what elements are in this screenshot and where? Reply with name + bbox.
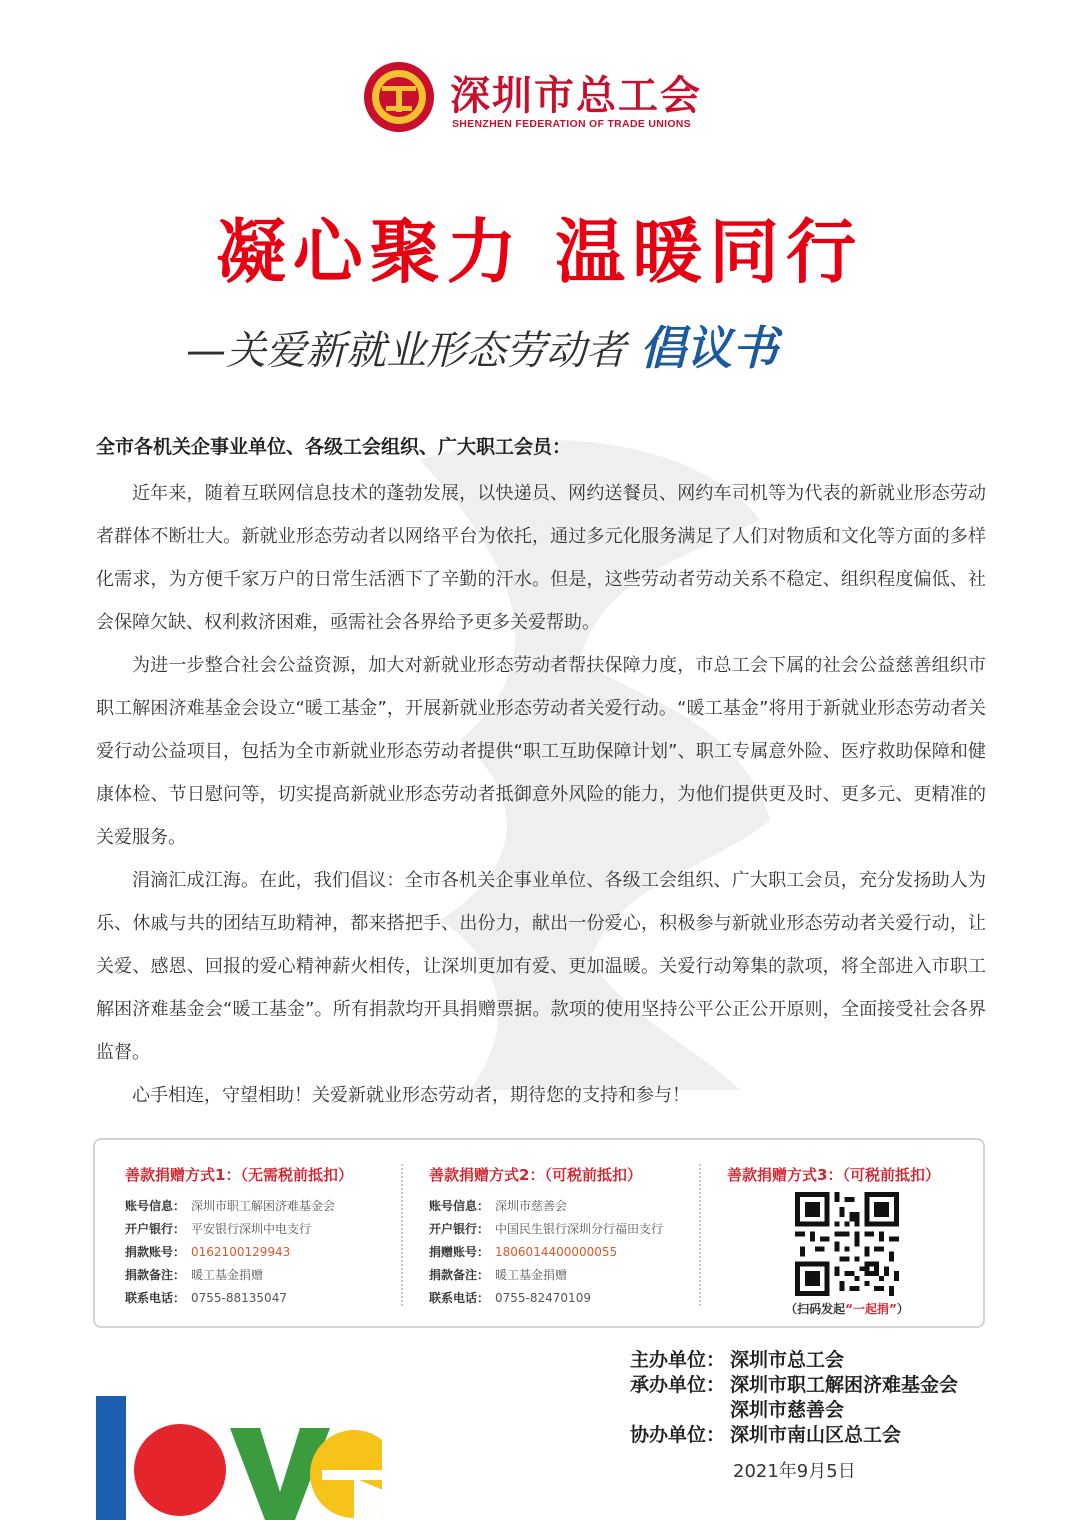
method-1-title: 善款捐赠方式1：（无需税前抵扣） xyxy=(125,1166,353,1184)
letter-body xyxy=(96,472,986,1117)
qr-code-icon[interactable] xyxy=(795,1192,899,1296)
qr-caption-highlight: “一起捐” xyxy=(845,1302,897,1316)
method-3-title: 善款捐赠方式3：（可税前抵扣） xyxy=(727,1166,940,1184)
method-2-title: 善款捐赠方式2：（可税前抵扣） xyxy=(429,1166,642,1184)
org-name-cn: 深圳市总工会 xyxy=(450,72,702,119)
donation-method-1 xyxy=(125,1164,353,1310)
row-label: 捐赠账号： xyxy=(429,1245,490,1259)
paragraph-2: 为进一步整合社会公益资源，加大对新就业形态劳动者帮扶保障力度，市总工会下属的社会公益慈善组织市职工解困济难基金会设立“暖工基金”，开展新就业形态劳动者关爱行动。“暖工基金”将用于新就业形态劳动者关爱行动公益项目，包括为全市新就业形态劳动者提供“职工互助保障计划”、职工专属意外险、医疗救助保障和健康体检、节日慰问等，切实提高新就业形态劳动者抵御意外风险的能力，为他们提供更及时、更多元、更精准的关爱服务。 xyxy=(96,655,986,848)
row-label: 开户银行： xyxy=(429,1222,490,1236)
co-value: 深圳市南山区总工会 xyxy=(730,1424,902,1446)
phone-number[interactable]: 0755-88135047 xyxy=(191,1291,287,1305)
method-1-row xyxy=(125,1264,353,1287)
divider xyxy=(401,1164,403,1306)
paragraph-3: 涓滴汇成江海。在此，我们倡议：全市各机关企事业单位、各级工会组织、广大职工会员，充分发扬助人为乐、休戚与共的团结互助精神，都来搭把手、出份力，献出一份爱心，积极参与新就业形态劳动者关爱行动，让关爱、感恩、回报的爱心精神薪火相传，让深圳更加有爱、更加温暖。关爱行动筹集的款项，将全部进入市职工解困济难基金会“暖工基金”。所有捐款均开具捐赠票据。款项的使用坚持公平公正公开原则，全面接受社会各界监督。 xyxy=(96,870,986,1063)
method-2-row xyxy=(429,1195,663,1218)
subtitle-calligraphy: 倡议书 xyxy=(640,321,778,375)
host-value: 深圳市总工会 xyxy=(730,1349,845,1371)
paragraph-1: 近年来，随着互联网信息技术的蓬勃发展，以快递员、网约送餐员、网约车司机等为代表的新就业形态劳动者群体不断壮大。新就业形态劳动者以网络平台为依托，通过多元化服务满足了人们对物质和文化等方面的多样化需求，为方便千家万户的日常生活洒下了辛勤的汗水。但是，这些劳动者劳动关系不稳定、组织程度偏低、社会保障欠缺、权利救济困难，亟需社会各界给予更多关爱帮助。 xyxy=(96,483,986,633)
qr-caption-text: （扫码发起 xyxy=(785,1302,846,1316)
salutation: 全市各机关企事业单位、各级工会组织、广大职工会员： xyxy=(96,436,572,458)
love-graphic xyxy=(92,1392,382,1520)
account-number[interactable]: 0162100129943 xyxy=(191,1245,291,1259)
method-1-row xyxy=(125,1287,353,1310)
qr-caption xyxy=(727,1300,967,1317)
organizer-line-2 xyxy=(630,1398,958,1423)
co-line xyxy=(630,1423,958,1448)
row-label: 捐款备注： xyxy=(429,1268,490,1282)
qr-caption-text: ） xyxy=(896,1302,909,1316)
sponsors xyxy=(630,1348,958,1448)
method-2-row xyxy=(429,1241,663,1264)
org-name-en: SHENZHEN FEDERATION OF TRADE UNIONS xyxy=(452,118,691,130)
host-line xyxy=(630,1348,958,1373)
row-label: 开户银行： xyxy=(125,1222,186,1236)
row-label: 捐款备注： xyxy=(125,1268,186,1282)
method-2-row xyxy=(429,1264,663,1287)
method-1-row xyxy=(125,1195,353,1218)
trade-union-emblem-icon xyxy=(362,60,436,134)
method-1-row xyxy=(125,1218,353,1241)
divider xyxy=(699,1164,701,1306)
donation-method-3 xyxy=(727,1164,940,1195)
account-number[interactable]: 1806014400000055 xyxy=(495,1245,618,1259)
donation-method-2 xyxy=(429,1164,663,1310)
organizer-label: 承办单位： xyxy=(630,1374,726,1396)
row-value: 平安银行深圳中电支行 xyxy=(191,1222,312,1236)
row-value: 深圳市慈善会 xyxy=(495,1199,568,1213)
method-1-row xyxy=(125,1241,353,1264)
row-value: 深圳市职工解困济难基金会 xyxy=(191,1199,336,1213)
row-label: 捐款账号： xyxy=(125,1245,186,1259)
phone-number[interactable]: 0755-82470109 xyxy=(495,1291,591,1305)
organizer-line xyxy=(630,1373,958,1398)
paragraph-4: 心手相连，守望相助！关爱新就业形态劳动者，期待您的支持和参与！ xyxy=(132,1085,690,1106)
row-value: 暖工基金捐赠 xyxy=(495,1268,568,1282)
row-label: 账号信息： xyxy=(125,1199,186,1213)
donation-box xyxy=(93,1138,985,1328)
method-2-row xyxy=(429,1218,663,1241)
method-2-row xyxy=(429,1287,663,1310)
organizer-value: 深圳市职工解困济难基金会 xyxy=(730,1374,959,1396)
date: 2021年9月5日 xyxy=(733,1461,856,1482)
row-value: 暖工基金捐赠 xyxy=(191,1268,264,1282)
row-label: 联系电话： xyxy=(429,1291,490,1305)
subtitle-text: —关爱新就业形态劳动者 xyxy=(186,328,626,374)
main-title: 凝心聚力 温暖同行 xyxy=(215,211,864,293)
host-label: 主办单位： xyxy=(630,1349,726,1371)
row-label: 账号信息： xyxy=(429,1199,490,1213)
row-value: 中国民生银行深圳分行福田支行 xyxy=(495,1222,664,1236)
co-label: 协办单位： xyxy=(630,1424,726,1446)
organizer-value: 深圳市慈善会 xyxy=(730,1399,845,1421)
subtitle xyxy=(186,312,778,378)
row-label: 联系电话： xyxy=(125,1291,186,1305)
header-logo xyxy=(362,60,722,140)
